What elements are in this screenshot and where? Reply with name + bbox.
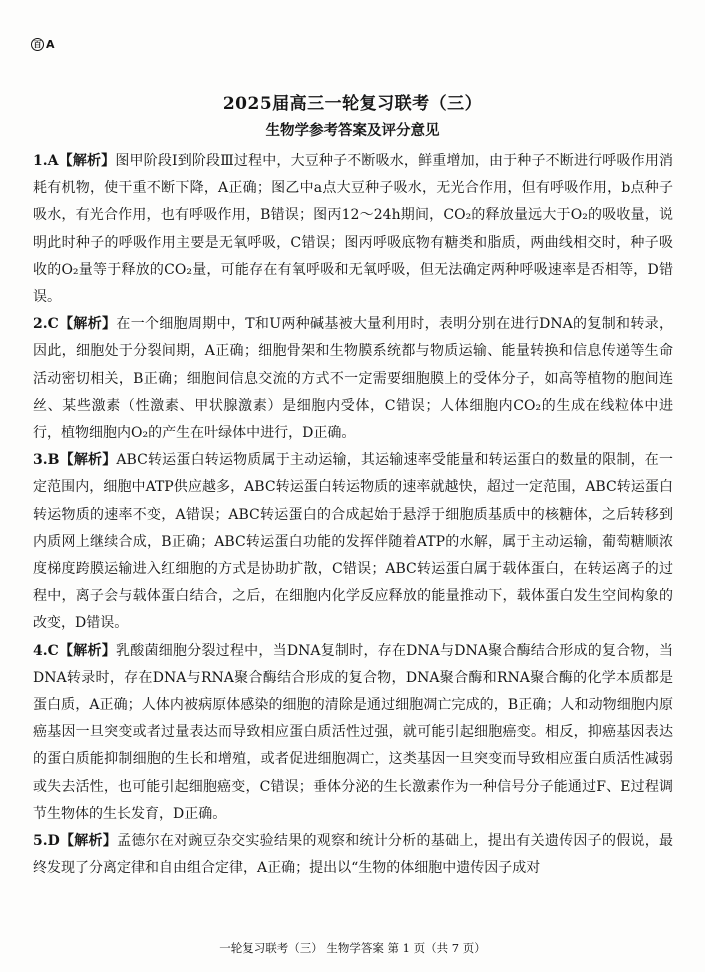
question-2 — [33, 311, 673, 447]
question-4 — [33, 638, 673, 828]
corner-mark — [31, 38, 55, 51]
question-explanation: 孟德尔在对豌豆杂交实验结果的观察和统计分析的基础上，提出有关遗传因子的假说，最终发现了分离定律和自由组合定律，A正确；提出以“生物的体细胞中遗传因子成对 — [33, 833, 673, 877]
question-number: 5.D【解析】 — [33, 833, 118, 850]
question-number: 3.B【解析】 — [33, 452, 117, 469]
page-subtitle: 生物学参考答案及评分意见 — [265, 122, 440, 139]
question-3 — [33, 447, 673, 637]
question-explanation: 在一个细胞周期中，T和U两种碱基被大量利用时，表明分别在进行DNA的复制和转录，因此，细胞处于分裂间期，A正确；细胞骨架和生物膜系统都与物质运输、能量转换和信息传递等生命活动密切相关，B正确；细胞间信息交流的方式不一定需要细胞膜上的受体分子，如高等植物的胞间连丝、某些激素（性激素、甲状腺激素）是细胞内受体，C错误；人体细胞内CO₂的生成在线粒体中进行，植物细胞内O₂的产生在叶绿体中进行，D正确。 — [33, 316, 673, 442]
page-footer: 一轮复习联考（三） 生物学答案 第 1 页（共 7 页） — [219, 941, 486, 955]
question-5 — [33, 828, 673, 882]
question-number: 4.C【解析】 — [33, 642, 116, 659]
answers-body — [33, 148, 673, 882]
question-number: 2.C【解析】 — [33, 316, 117, 333]
question-number: 1.A【解析】 — [33, 153, 116, 169]
circled-mark-icon: 百 — [31, 38, 44, 51]
question-explanation: ABC转运蛋白转运物质属于主动运输，其运输速率受能量和转运蛋白的数量的限制，在一定范围内，细胞中ATP供应越多，ABC转运蛋白转运物质的速率就越快，超过一定范围，ABC转运蛋白转运物质的速率不变，A错误；ABC转运蛋白的合成起始于悬浮于细胞质基质中的核糖体，之后转移到内质网上继续合成，B正确；ABC转运蛋白功能的发挥伴随着ATP的水解，属于主动运输，葡萄糖顺浓度梯度跨膜运输进入红细胞的方式是协助扩散，C错误；ABC转运蛋白属于载体蛋白，在转运离子的过程中，离子会与载体蛋白结合，之后，在细胞内化学反应释放的能量推动下，载体蛋白发生空间构象的改变，D错误。 — [33, 452, 673, 632]
question-explanation: 图甲阶段Ⅰ到阶段Ⅲ过程中，大豆种子不断吸水，鲜重增加，由于种子不断进行呼吸作用消耗有机物，使干重不断下降，A正确；图乙中a点大豆种子吸水，无光合作用，但有呼吸作用，b点种子吸水，有光合作用，也有呼吸作用，B错误；图丙12～24h期间，CO₂的释放量远大于O₂的吸收量，说明此时种子的呼吸作用主要是无氧呼吸，C错误；图丙呼吸底物有糖类和脂质，两曲线相交时，种子吸收的O₂量等于释放的CO₂量，可能存在有氧呼吸和无氧呼吸，但无法确定两种呼吸速率是否相等，D错误。 — [33, 153, 673, 306]
question-explanation: 乳酸菌细胞分裂过程中，当DNA复制时，存在DNA与DNA聚合酶结合形成的复合物，当DNA转录时，存在DNA与RNA聚合酶结合形成的复合物，DNA聚合酶和RNA聚合酶的化学本质都是蛋白质，A正确；人体内被病原体感染的细胞的清除是通过细胞凋亡完成的，B正确；人和动物细胞内原癌基因一旦突变或者过量表达而导致相应蛋白质活性过强，就可能引起细胞癌变。相反，抑癌基因表达的蛋白质能抑制细胞的生长和增殖，或者促进细胞凋亡，这类基因一旦突变而导致相应蛋白质活性减弱或失去活性，也可能引起细胞癌变，C错误；垂体分泌的生长激素作为一种信号分子能通过F、E过程调节生物体的生长发育，D正确。 — [33, 642, 673, 822]
page-title: 2025届高三一轮复习联考（三） — [222, 94, 483, 114]
corner-letter: A — [46, 38, 55, 51]
question-1 — [33, 148, 673, 311]
